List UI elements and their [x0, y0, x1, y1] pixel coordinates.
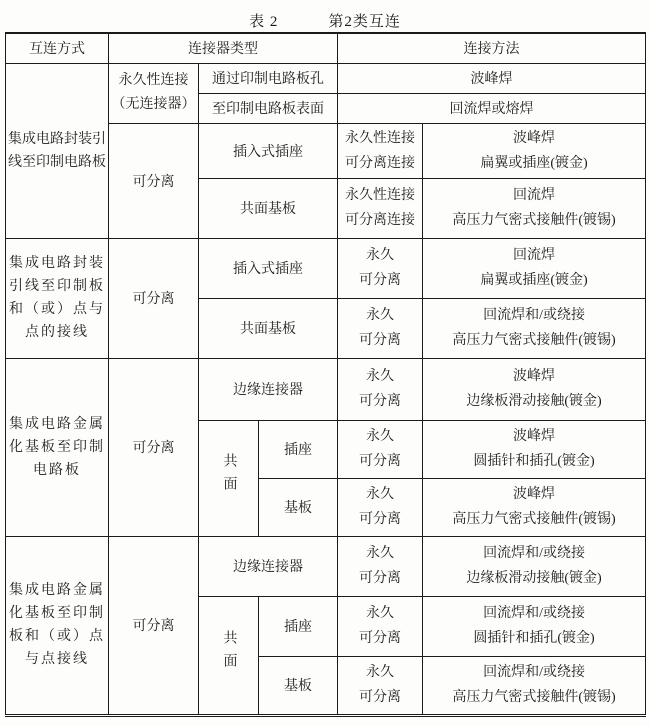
permanence-line2: 可分离 — [359, 631, 402, 646]
cell-method — [423, 478, 646, 536]
cell-method — [423, 123, 646, 178]
header-connection-method: 连接方法 — [338, 33, 646, 63]
cell-method — [423, 536, 646, 596]
permanence-line1: 永久 — [366, 665, 395, 680]
cell-permanence — [338, 536, 423, 596]
method-line2: 圆插针和插孔(镀金) — [473, 631, 595, 646]
cell-permanent-no-connector — [109, 63, 199, 123]
permanence-line2: 可分离 — [359, 454, 402, 469]
method-line1: 波峰焊 — [513, 130, 556, 146]
cell-interconnect-block1: 集成电路封装引线至印制电路板 — [6, 63, 109, 238]
permanent-label-line1: 永久性连接 — [118, 73, 189, 88]
cell-type-edge-connector: 边缘连接器 — [199, 536, 338, 596]
permanence-line2: 可分离 — [359, 512, 402, 527]
header-connector-type: 连接器类型 — [109, 33, 338, 63]
cell-method — [423, 178, 646, 238]
cell-permanence — [338, 478, 423, 536]
cell-method-reflow-or-fusion: 回流焊或熔焊 — [338, 93, 646, 123]
method-line1: 回流焊和/或绕接 — [483, 665, 585, 680]
cell-permanence — [338, 123, 423, 178]
cell-type-coplanar-substrate: 共面基板 — [199, 178, 338, 238]
cell-separable-block3: 可分离 — [109, 358, 199, 536]
permanence-line2: 可分离 — [359, 690, 402, 705]
cell-separable-block2: 可分离 — [109, 238, 199, 358]
permanence-line2: 可分离 — [359, 394, 402, 409]
method-line2: 高压力气密式接触件(镀锡) — [452, 333, 616, 348]
cell-coplanar-group — [199, 420, 259, 536]
method-line2: 边缘板滑动接触(镀金) — [466, 394, 602, 409]
method-line2: 扁翼或插座(镀金) — [480, 155, 588, 171]
cell-permanence — [338, 178, 423, 238]
permanence-line1: 永久性连接 — [345, 130, 416, 146]
table-title — [0, 0, 650, 32]
cell-permanence — [338, 596, 423, 656]
cell-separable-block1: 可分离 — [109, 123, 199, 238]
cell-type-through-hole: 通过印制电路板孔 — [199, 63, 338, 93]
table-number: 表 2 — [249, 13, 279, 30]
cell-type-to-surface: 至印制电路板表面 — [199, 93, 338, 123]
table-row — [6, 238, 646, 298]
cell-permanence — [338, 420, 423, 478]
cell-coplanar-group — [199, 596, 259, 715]
permanence-line1: 永久 — [366, 606, 395, 621]
permanence-line2: 可分离连接 — [345, 213, 416, 228]
permanence-line2: 可分离 — [359, 333, 402, 348]
method-line1: 回流焊和/或绕接 — [483, 546, 585, 561]
method-line2: 高压力气密式接触件(镀锡) — [452, 213, 616, 228]
cell-permanence — [338, 358, 423, 420]
coplanar-label: 共面 — [221, 629, 237, 676]
cell-type-edge-connector: 边缘连接器 — [199, 358, 338, 420]
coplanar-label: 共面 — [221, 452, 237, 499]
cell-type-plugin-socket: 插入式插座 — [199, 238, 338, 298]
cell-type-plugin-socket: 插入式插座 — [199, 123, 338, 178]
permanence-line1: 永久 — [366, 248, 395, 263]
method-line1: 波峰焊 — [513, 369, 556, 384]
method-line1: 回流焊 — [513, 248, 556, 263]
method-line1: 回流焊 — [513, 188, 556, 203]
header-interconnect-mode: 互连方式 — [6, 33, 109, 63]
permanence-line1: 永久 — [366, 429, 395, 444]
permanence-line2: 可分离连接 — [345, 155, 416, 171]
interconnection-table — [5, 32, 646, 717]
method-line1: 回流焊和/或绕接 — [483, 606, 585, 621]
method-line2: 高压力气密式接触件(镀锡) — [452, 690, 616, 705]
permanence-line1: 永久 — [366, 308, 395, 323]
permanence-line1: 永久 — [366, 487, 395, 502]
method-line1: 回流焊和/或绕接 — [483, 308, 585, 323]
cell-type-substrate: 基板 — [259, 478, 338, 536]
permanence-line1: 永久性连接 — [345, 188, 416, 203]
cell-method — [423, 358, 646, 420]
permanence-line1: 永久 — [366, 369, 395, 384]
cell-interconnect-block2: 集成电路封装引线至印制板和（或）点与点的接线 — [6, 238, 109, 358]
cell-interconnect-block3: 集成电路金属化基板至印制电路板 — [6, 358, 109, 536]
cell-interconnect-block4: 集成电路金属化基板至印制板和（或）点与点接线 — [6, 536, 109, 715]
cell-permanence — [338, 238, 423, 298]
cell-method — [423, 298, 646, 358]
cell-type-socket: 插座 — [259, 420, 338, 478]
table-row — [6, 536, 646, 596]
table-caption: 第2类互连 — [328, 13, 401, 30]
permanence-line2: 可分离 — [359, 273, 402, 288]
cell-method-wave-solder: 波峰焊 — [338, 63, 646, 93]
cell-type-socket: 插座 — [259, 596, 338, 656]
method-line1: 波峰焊 — [513, 487, 556, 502]
permanence-line1: 永久 — [366, 546, 395, 561]
cell-method — [423, 596, 646, 656]
method-line2: 圆插针和插孔(镀金) — [473, 454, 595, 469]
method-line2: 扁翼或插座(镀金) — [480, 273, 588, 288]
method-line1: 波峰焊 — [513, 429, 556, 444]
cell-method — [423, 420, 646, 478]
cell-method — [423, 656, 646, 715]
header-row — [6, 33, 646, 63]
permanence-line2: 可分离 — [359, 571, 402, 586]
cell-permanence — [338, 298, 423, 358]
table-row — [6, 63, 646, 93]
table-row — [6, 358, 646, 420]
cell-method — [423, 238, 646, 298]
cell-permanence — [338, 656, 423, 715]
cell-type-coplanar-substrate: 共面基板 — [199, 298, 338, 358]
permanent-label-line2: （无连接器） — [111, 97, 196, 112]
cell-type-substrate: 基板 — [259, 656, 338, 715]
method-line2: 边缘板滑动接触(镀金) — [466, 571, 602, 586]
cell-separable-block4: 可分离 — [109, 536, 199, 715]
method-line2: 高压力气密式接触件(镀锡) — [452, 512, 616, 527]
